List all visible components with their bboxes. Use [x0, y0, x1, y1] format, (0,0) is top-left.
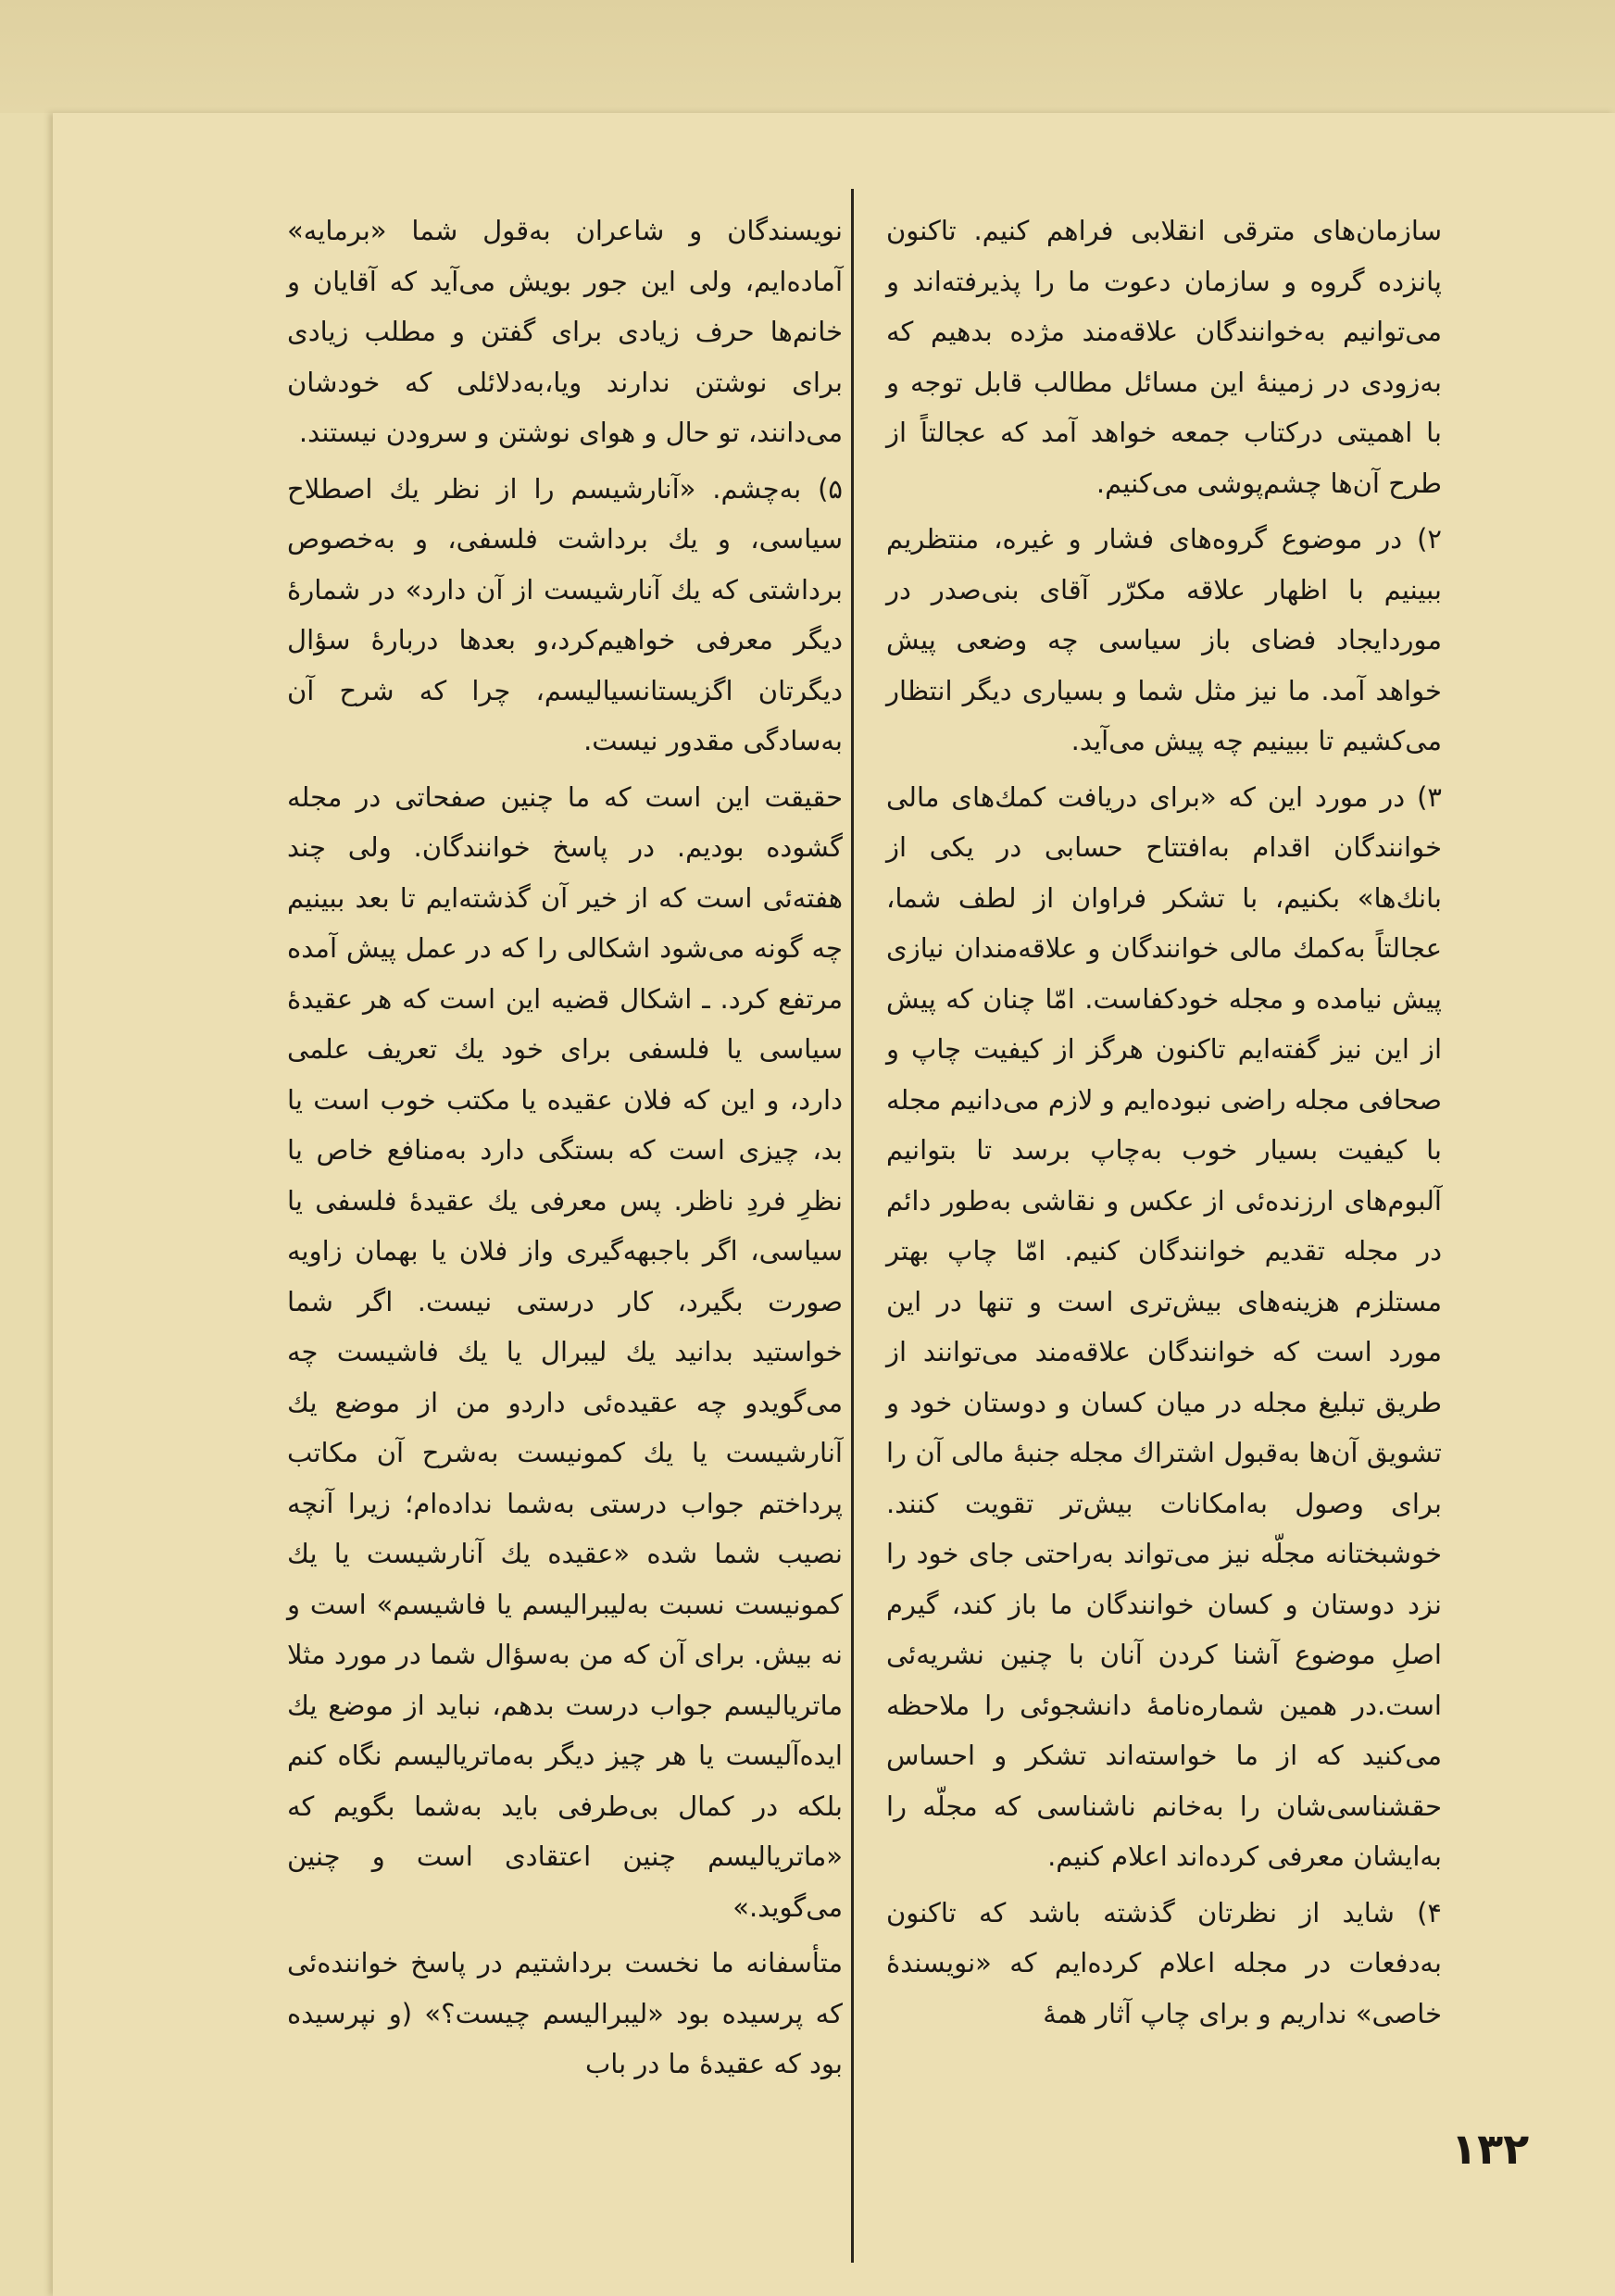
right-column [886, 206, 1442, 2039]
paragraph: ۳) در مورد این که «برای دریافت کمك‌های مالی خوانندگان اقدام به‌افتتاح حسابی در یکی از بانك‌ها» بکنیم، با تشکر فراوان از لطف شما، عجالتاً به‌کمك مالی خوانندگان و علاقه‌مندان نیازی پیش نیامده و مجله خودکفاست. امّا چنان که پیش از این نیز گفته‌ایم تاکنون هرگز از کیفیت چاپ و صحافی مجله راضی نبوده‌ایم و لازم می‌دانیم مجله با کیفیت بسیار خوب به‌چاپ برسد تا بتوانیم آلبوم‌های ارزنده‌ئی از عکس و نقاشی به‌طور دائم در مجله تقدیم خوانندگان کنیم. امّا چاپ بهتر مستلزم هزینه‌های بیش‌تری است و تنها در این مورد است که خوانندگان علاقه‌مند می‌توانند از طریق تبلیغ مجله در میان کسان و دوستان خود و تشویق آن‌ها به‌قبول اشتراك مجله جنبهٔ مالی آن را برای وصول به‌امکانات بیش‌تر تقویت کنند. خوشبختانه مجلّه نیز می‌تواند به‌راحتی جای خود را نزد دوستان و کسان خوانندگان ما باز کند، گیرم اصلِ موضوع آشنا کردن آنان با چنین نشریه‌ئی است.در همین شماره‌نامهٔ دانشجوئی را ملاحظه می‌کنید که از ما خواسته‌اند تشکر و احساس حقشناسی‌شان را به‌خانم ناشناسی که مجلّه را به‌ایشان معرفی کرده‌اند اعلام کنیم. [886, 780, 1442, 1872]
paragraph: سازمان‌های مترقی انقلابی فراهم کنیم. تاکنون پانزده گروه و سازمان دعوت ما را پذیرفته‌اند و می‌توانیم به‌خوانندگان علاقه‌مند مژده بدهیم که به‌زودی در زمینهٔ این مسائل مطالب قابل توجه و با اهمیتی درکتاب جمعه خواهد آمد که عجالتاً از طرح آن‌ها چشم‌پوشی می‌کنیم. [886, 215, 1442, 499]
paragraph: نویسندگان و شاعران به‌قول شما «برمایه» آماده‌ایم، ولی این جور بویش می‌آید که آقایان و خانم‌ها حرف زیادی برای گفتن و مطلب زیادی برای نوشتن ندارند ویا،به‌دلائلی که خودشان می‌دانند، تو حال و هوای نوشتن و سرودن نیستند. [287, 215, 843, 448]
page-edge-strip [0, 0, 1615, 113]
paragraph: حقیقت این است که ما چنین صفحاتی در مجله گشوده بودیم. در پاسخ خوانندگان. ولی چند هفته‌ئی است که از خیر آن گذشته‌ایم تا بعد ببینیم چه گونه می‌شود اشکالی را که در عمل پیش آمده مرتفع کرد. ـ اشکال قضیه این است که هر عقیدهٔ سیاسی یا فلسفی برای خود یك تعریف علمی دارد، و این که فلان عقیده یا مکتب خوب است یا بد، چیزی است که بستگی دارد به‌منافع خاص یا نظرِ فردِ ناظر. پس معرفی یك عقیدهٔ فلسفی یا سیاسی، اگر باجبهه‌گیری واز فلان یا بهمان زاویه صورت بگیرد، کار درستی نیست. اگر شما خواستید بدانید یك لیبرال یا یك فاشیست چه می‌گویدو چه عقیده‌ئی داردو من از موضع یك آنارشیست یا یك کمونیست به‌شرح آن مکاتب پرداختم جواب درستی به‌شما نداده‌ام؛ زیرا آنچه نصیب شما شده «عقیده یك آنارشیست یا یك کمونیست نسبت به‌لیبرالیسم یا فاشیسم» است و نه بیش. برای آن که من به‌سؤال شما در مورد مثلا ماتریالیسم جواب درست بدهم، نباید از موضع یك ایده‌آلیست یا هر چیز دیگر به‌ماتریالیسم نگاه کنم بلکه در کمال بی‌طرفی باید به‌شما بگویم که «ماتریالیسم چنین اعتقادی است و چنین می‌گوید.» [287, 780, 843, 1923]
page-number: ۱۳۲ [1451, 2124, 1530, 2174]
column-divider [851, 189, 854, 2263]
left-column [287, 206, 843, 2090]
paragraph: متأسفانه ما نخست برداشتیم در پاسخ خواننده‌ئی که پرسیده بود «لیبرالیسم چیست؟» (و نپرسیده بود که عقیدهٔ ما در باب [287, 1947, 843, 2079]
paragraph: ۴) شاید از نظرتان گذشته باشد که تاکنون به‌دفعات در مجله اعلام کرده‌ایم که «نویسندهٔ خاصی» نداریم و برای چاپ آثار همهٔ [886, 1896, 1442, 2029]
magazine-page [53, 113, 1615, 2296]
paragraph: ۲) در موضوع گروه‌های فشار و غیره، منتظریم ببینیم با اظهار علاقه مکرّر آقای بنی‌صدر در موردایجاد فضای باز سیاسی چه وضعی پیش خواهد آمد. ما نیز مثل شما و بسیاری دیگر انتظار می‌کشیم تا ببینیم چه پیش می‌آید. [886, 523, 1442, 756]
paragraph: ۵) به‌چشم. «آنارشیسم را از نظر یك اصطلاح سیاسی، و یك برداشت فلسفی، و به‌خصوص برداشتی که یك آنارشیست از آن دارد» در شمارهٔ دیگر معرفی خواهیم‌کرد،و بعدها دربارهٔ سؤال دیگرتان اگزیستانسیالیسم، چرا که شرح آن به‌سادگی مقدور نیست. [287, 472, 843, 756]
